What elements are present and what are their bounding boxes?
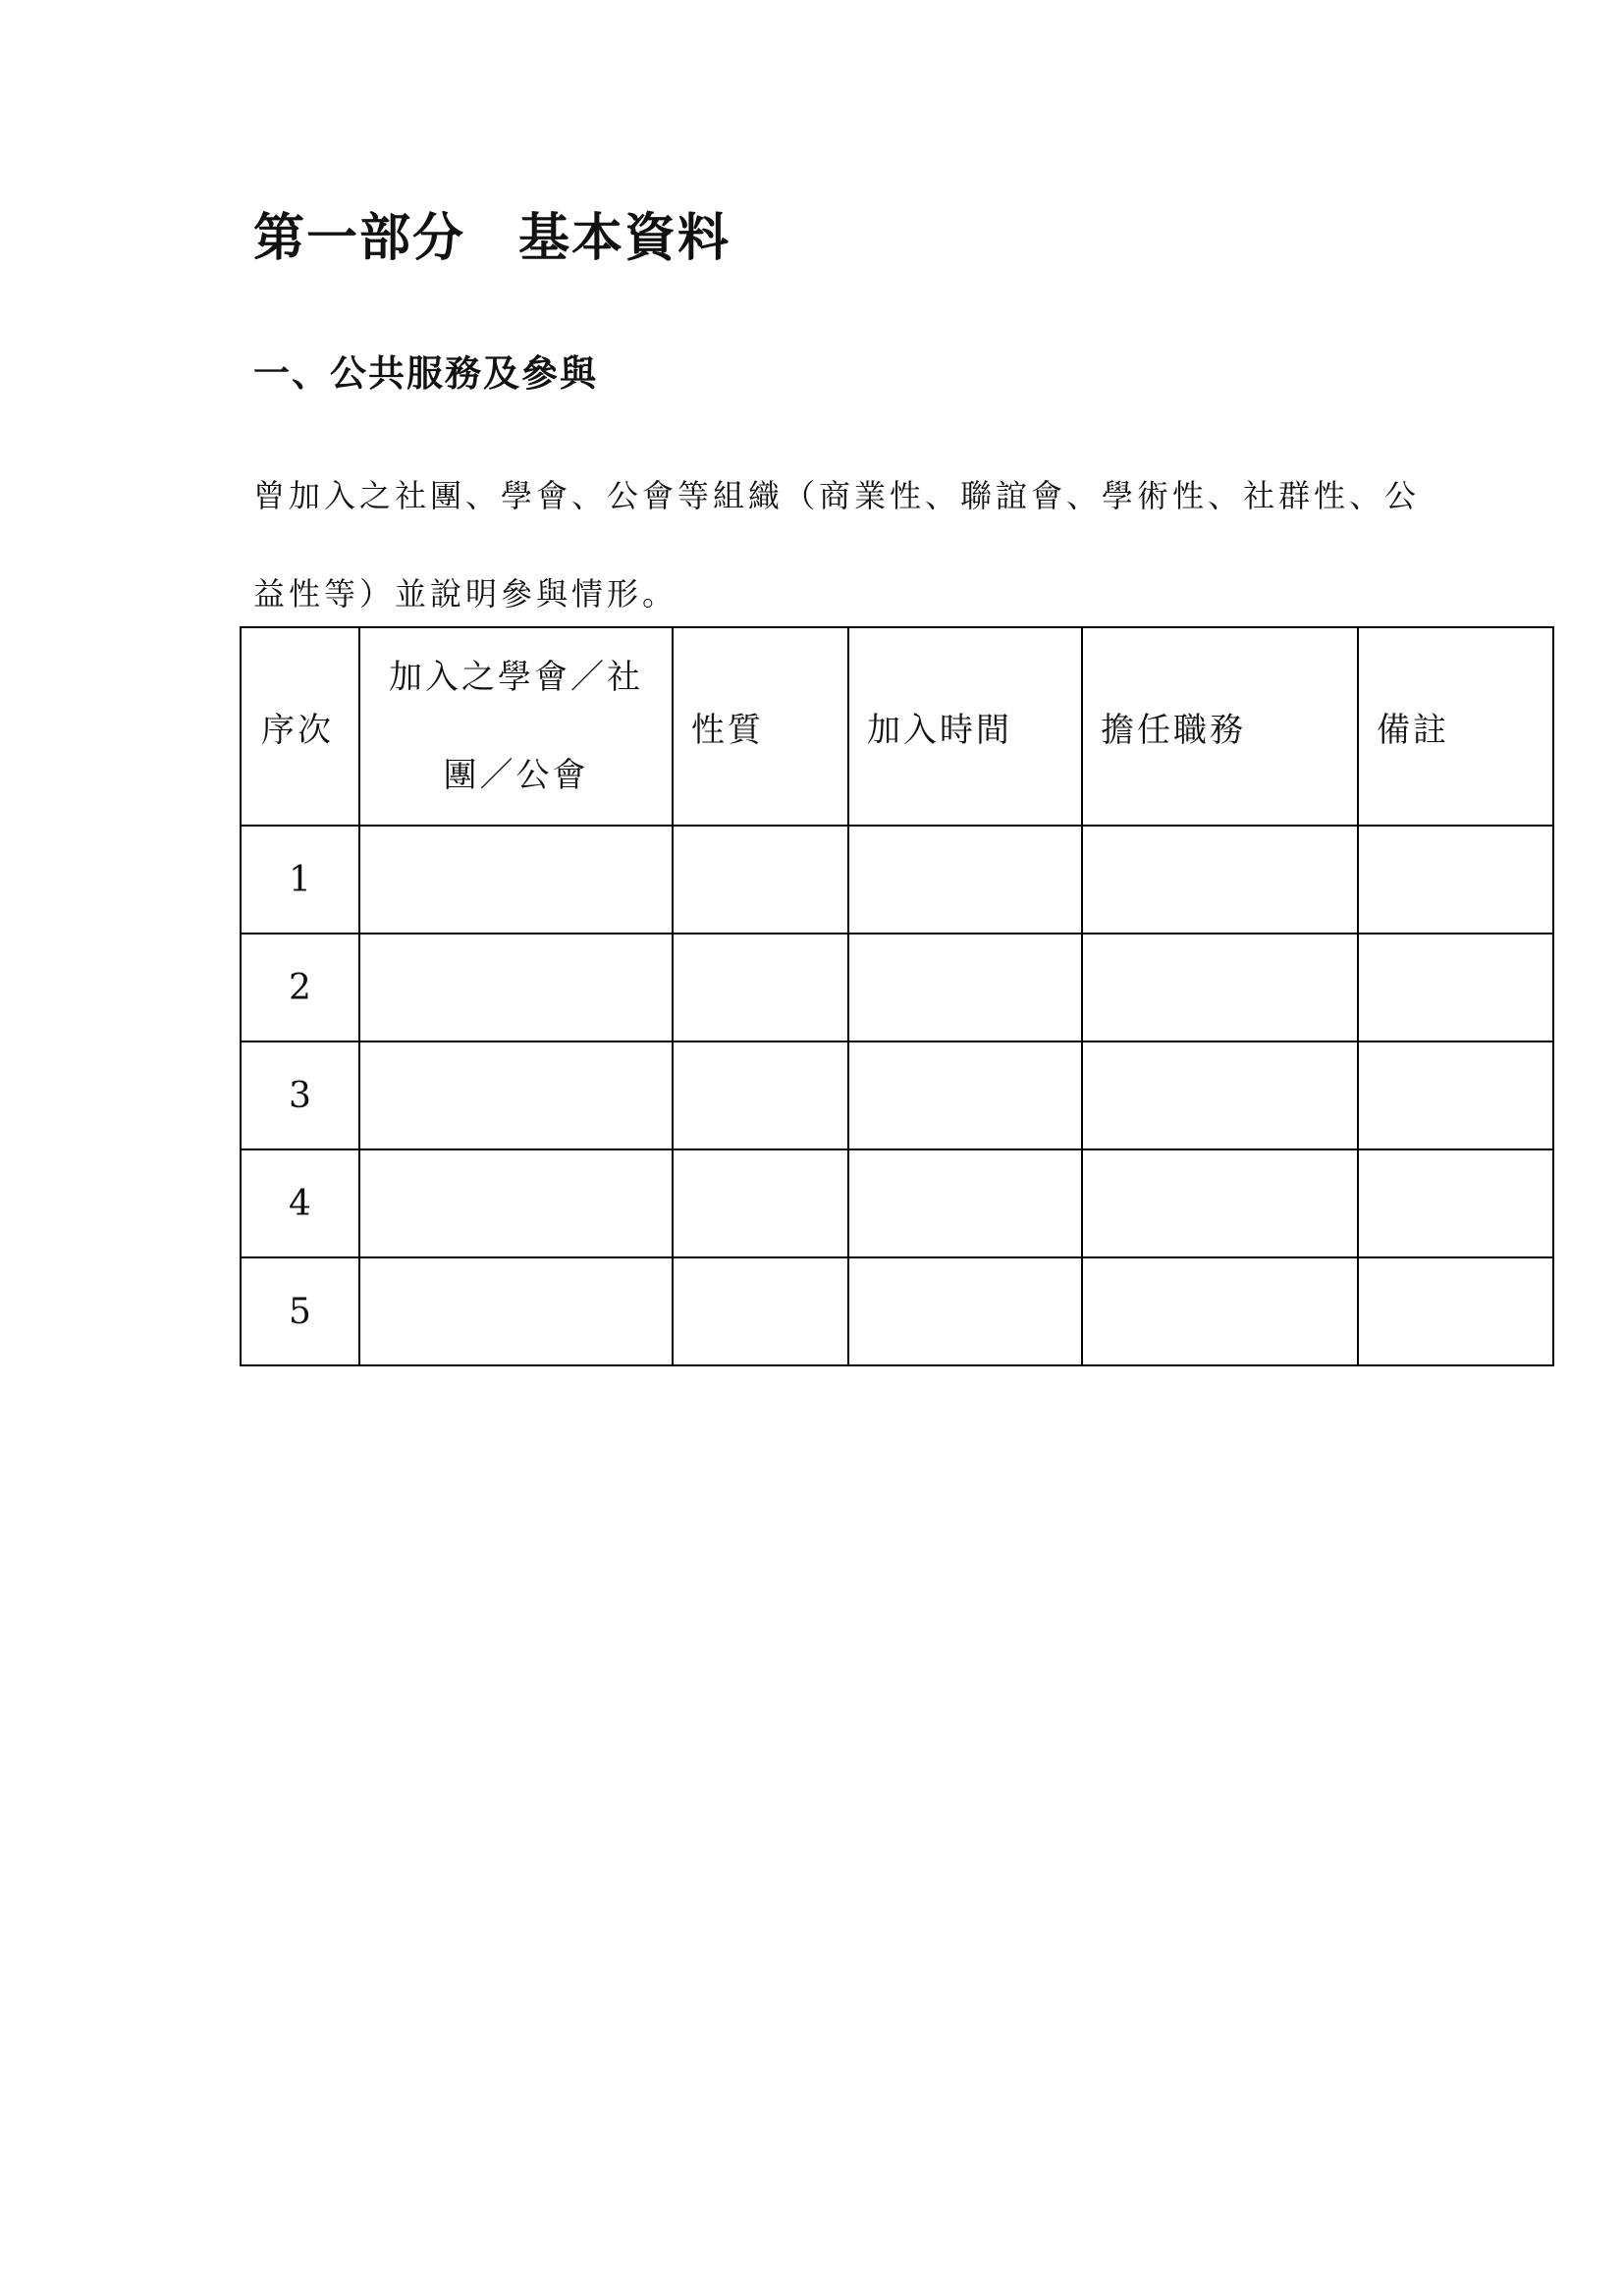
organization-table: [240, 626, 1554, 1366]
cell-remarks[interactable]: [1358, 1041, 1553, 1149]
cell-position[interactable]: [1082, 1257, 1358, 1365]
header-seq: 序次: [241, 627, 359, 826]
cell-nature[interactable]: [673, 826, 848, 934]
cell-join-time[interactable]: [848, 1041, 1082, 1149]
cell-remarks[interactable]: [1358, 1149, 1553, 1257]
header-join-time: 加入時間: [848, 627, 1082, 826]
cell-organization[interactable]: [359, 1041, 673, 1149]
table-row: [241, 934, 1553, 1041]
cell-organization[interactable]: [359, 934, 673, 1041]
cell-join-time[interactable]: [848, 1149, 1082, 1257]
header-organization-line-1: 加入之學會／社: [389, 658, 643, 697]
cell-remarks[interactable]: [1358, 1257, 1553, 1365]
table-header-row: [241, 627, 1553, 826]
header-position: 擔任職務: [1082, 627, 1358, 826]
header-organization-line-2: 團／公會: [443, 756, 589, 795]
description-line-1: 曾加入之社團、學會、公會等組織（商業性、聯誼會、學術性、社群性、公: [253, 477, 1421, 514]
header-nature: 性質: [673, 627, 848, 826]
row-seq: 5: [241, 1257, 359, 1365]
description-paragraph: [253, 447, 1530, 643]
cell-nature[interactable]: [673, 1041, 848, 1149]
table-row: [241, 1257, 1553, 1365]
table-row: [241, 826, 1553, 934]
cell-organization[interactable]: [359, 1257, 673, 1365]
table-row: [241, 1149, 1553, 1257]
row-seq: 2: [241, 934, 359, 1041]
cell-join-time[interactable]: [848, 934, 1082, 1041]
cell-position[interactable]: [1082, 934, 1358, 1041]
cell-join-time[interactable]: [848, 826, 1082, 934]
cell-nature[interactable]: [673, 1257, 848, 1365]
cell-organization[interactable]: [359, 1149, 673, 1257]
row-seq: 1: [241, 826, 359, 934]
header-organization: [359, 627, 673, 826]
cell-join-time[interactable]: [848, 1257, 1082, 1365]
cell-nature[interactable]: [673, 934, 848, 1041]
section-heading: 一、公共服務及參與: [253, 351, 598, 395]
part-title: 第一部分 基本資料: [253, 208, 731, 268]
cell-position[interactable]: [1082, 826, 1358, 934]
cell-remarks[interactable]: [1358, 826, 1553, 934]
cell-nature[interactable]: [673, 1149, 848, 1257]
cell-organization[interactable]: [359, 826, 673, 934]
cell-remarks[interactable]: [1358, 934, 1553, 1041]
header-remarks: 備註: [1358, 627, 1553, 826]
row-seq: 4: [241, 1149, 359, 1257]
cell-position[interactable]: [1082, 1041, 1358, 1149]
description-line-2: 益性等）並說明參與情形。: [253, 575, 678, 613]
cell-position[interactable]: [1082, 1149, 1358, 1257]
table-row: [241, 1041, 1553, 1149]
row-seq: 3: [241, 1041, 359, 1149]
